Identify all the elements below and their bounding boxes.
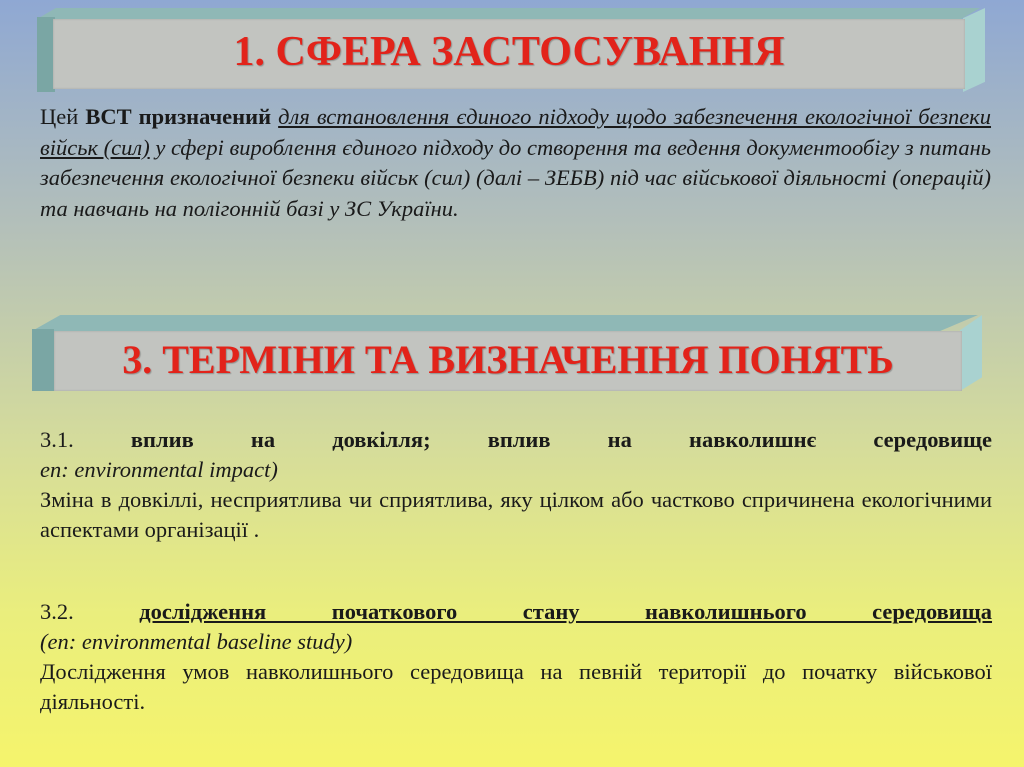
scope-text-1: Цей: [40, 104, 86, 129]
term-definition: Дослідження умов навколишнього середовища на певній території до початку військової діяльності.: [40, 659, 992, 714]
section-3-title: 3. ТЕРМІНИ ТА ВИЗНАЧЕННЯ ПОНЯТЬ: [122, 337, 894, 382]
banner-top-bevel: [32, 315, 978, 331]
banner-right-bevel: [960, 315, 982, 391]
section-1-banner: [35, 8, 985, 94]
term-3-2-heading: [40, 597, 992, 627]
term-number: 3.2.: [40, 599, 74, 624]
banner-left-bevel: [32, 329, 54, 391]
term-3-1: [40, 425, 992, 545]
term-definition: Зміна в довкіллі, несприятлива чи сприятлива, яку цілком або частково спричинена екологічними аспектами організації .: [40, 487, 992, 542]
term-3-1-heading: [40, 425, 992, 455]
section-1-title: 1. СФЕРА ЗАСТОСУВАННЯ: [233, 29, 785, 75]
term-name: дослідження початкового стану навколишнього середовища: [139, 599, 993, 624]
scope-text-bold: ВСТ призначений: [85, 104, 272, 129]
term-en: en: environmental impact): [40, 457, 278, 482]
section-3-banner: [32, 315, 982, 393]
banner-right-bevel: [963, 8, 985, 92]
term-en: (en: environmental baseline study): [40, 629, 353, 654]
scope-text-italic: у сфері вироблення єдиного підходу до створення та ведення документообігу з питань забезпечення екологічної безпеки військ (сил) (далі – ЗЕБВ) під час військової діяльності (операцій) та навчань на полігонній базі у ЗС України.: [40, 134, 991, 221]
scope-paragraph: [40, 102, 991, 224]
term-name: вплив на довкілля; вплив на навколишнє середовище: [130, 427, 993, 452]
banner-top-bevel: [37, 8, 980, 19]
term-3-2: [40, 597, 992, 717]
term-number: 3.1.: [40, 427, 74, 452]
scope-text-underlined: для встановлення єдиного підходу щодо забезпечення екологічної безпеки військ (сил): [40, 104, 992, 160]
